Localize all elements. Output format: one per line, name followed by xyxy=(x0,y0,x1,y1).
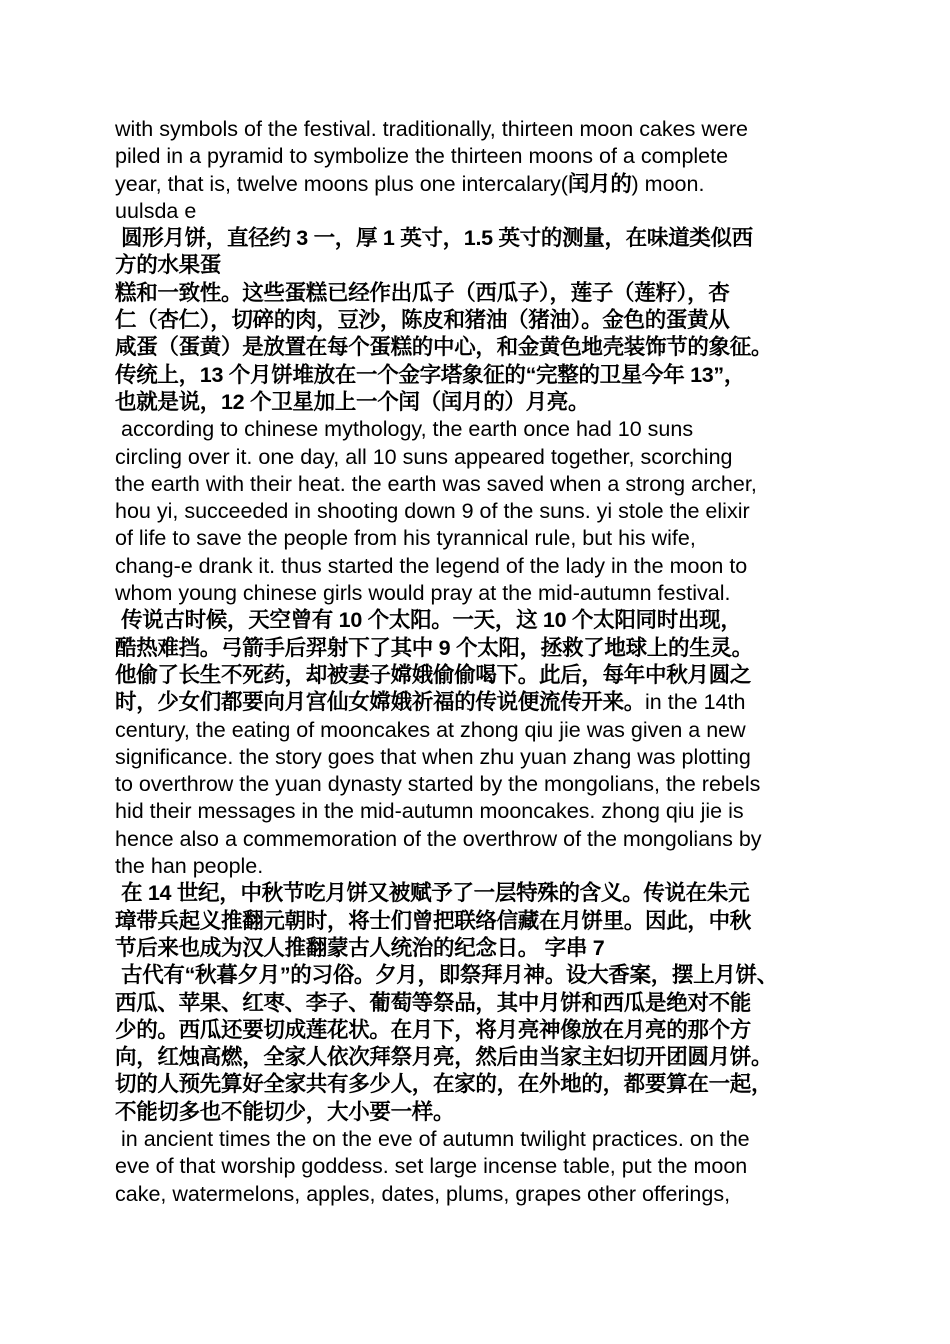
text-line: 仁（杏仁），切碎的肉，豆沙，陈皮和猪油（猪油）。金色的蛋黄从 xyxy=(115,308,730,333)
text-line: according to chinese mythology, the earth once had 10 suns xyxy=(121,417,694,442)
text-line: 西瓜、苹果、红枣、李子、葡萄等祭品，其中月饼和西瓜是绝对不能 xyxy=(115,990,752,1015)
text-line xyxy=(115,171,850,198)
text-run-bold: 闰月的 xyxy=(567,171,632,196)
text-line: 古代有“秋暮夕月”的习俗。夕月，即祭拜月神。设大香案，摆上月饼、 xyxy=(121,963,778,988)
text-line: 在 14 世纪，中秋节吃月饼又被赋予了一层特殊的含义。传说在朱元 xyxy=(121,881,750,906)
text-line: century, the eating of mooncakes at zhong qiu jie was given a new xyxy=(115,717,746,742)
text-line: 也就是说，12 个卫星加上一个闰（闰月的）月亮。 xyxy=(115,389,590,414)
text-run: year, that is, twelve moons plus one intercalary( xyxy=(115,171,568,196)
text-line: 糕和一致性。这些蛋糕已经作出瓜子（西瓜子），莲子（莲籽），杏 xyxy=(115,280,730,305)
document-page xyxy=(115,116,850,1208)
text-line: 他偷了长生不死药，却被妻子嫦娥偷偷喝下。此后，每年中秋月圆之 xyxy=(115,662,752,687)
text-line: 酷热难挡。弓箭手后羿射下了其中 9 个太阳，拯救了地球上的生灵。 xyxy=(115,635,753,660)
text-line: 璋带兵起义推翻元朝时，将士们曾把联络信藏在月饼里。因此，中秋 xyxy=(115,908,752,933)
text-line: 传说古时候，天空曾有 10 个太阳。一天，这 10 个太阳同时出现， xyxy=(121,608,742,633)
text-line: 传统上，13 个月饼堆放在一个金字塔象征的“完整的卫星今年 13”， xyxy=(115,362,746,387)
text-line: hou yi, succeeded in shooting down 9 of the suns. yi stole the elixir xyxy=(115,499,750,524)
text-line: hence also a commemoration of the overthrow of the mongolians by xyxy=(115,826,762,851)
text-line: 咸蛋（蛋黄）是放置在每个蛋糕的中心，和金黄色地壳装饰节的象征。 xyxy=(115,335,773,360)
text-line: 圆形月饼，直径约 3 一，厚 1 英寸，1.5 英寸的测量，在味道类似西 xyxy=(121,226,753,251)
text-line: 节后来也成为汉人推翻蒙古人统治的纪念日。 字串 7 xyxy=(115,935,605,960)
text-line: piled in a pyramid to symbolize the thirteen moons of a complete xyxy=(115,144,729,169)
text-line xyxy=(115,689,850,716)
text-line: with symbols of the festival. traditionally, thirteen moon cakes were xyxy=(115,117,748,141)
text-line: to overthrow the yuan dynasty started by the mongolians, the rebels xyxy=(115,772,761,797)
text-run: ) moon. xyxy=(631,171,705,196)
text-line: of life to save the people from his tyrannical rule, but his wife, xyxy=(115,526,696,551)
text-run: in the 14th xyxy=(645,690,746,715)
text-line: in ancient times the on the eve of autumn twilight practices. on the xyxy=(121,1126,750,1151)
text-line: whom young chinese girls would pray at the mid-autumn festival. xyxy=(115,581,731,606)
text-line: 向，红烛高燃，全家人依次拜祭月亮，然后由当家主妇切开团圆月饼。 xyxy=(115,1045,773,1070)
text-line: uulsda e xyxy=(115,198,197,223)
text-line: 方的水果蛋 xyxy=(115,253,222,278)
text-line: 切的人预先算好全家共有多少人，在家的，在外地的，都要算在一起， xyxy=(115,1072,773,1097)
text-line: circling over it. one day, all 10 suns appeared together, scorching xyxy=(115,444,733,469)
text-run-bold: 时，少女们都要向月宫仙女嫦娥祈福的传说便流传开来。 xyxy=(115,690,646,715)
text-line: eve of that worship goddess. set large incense table, put the moon xyxy=(115,1154,748,1179)
text-line: chang-e drank it. thus started the legend of the lady in the moon to xyxy=(115,553,748,578)
text-line: the han people. xyxy=(115,854,264,879)
text-line: significance. the story goes that when zhu yuan zhang was plotting xyxy=(115,744,751,769)
text-line: 少的。西瓜还要切成莲花状。在月下，将月亮神像放在月亮的那个方 xyxy=(115,1017,752,1042)
text-line: 不能切多也不能切少，大小要一样。 xyxy=(115,1099,455,1124)
text-line: the earth with their heat. the earth was saved when a strong archer, xyxy=(115,471,757,496)
text-line: cake, watermelons, apples, dates, plums, grapes other offerings, xyxy=(115,1181,731,1206)
text-line: hid their messages in the mid-autumn mooncakes. zhong qiu jie is xyxy=(115,799,744,824)
